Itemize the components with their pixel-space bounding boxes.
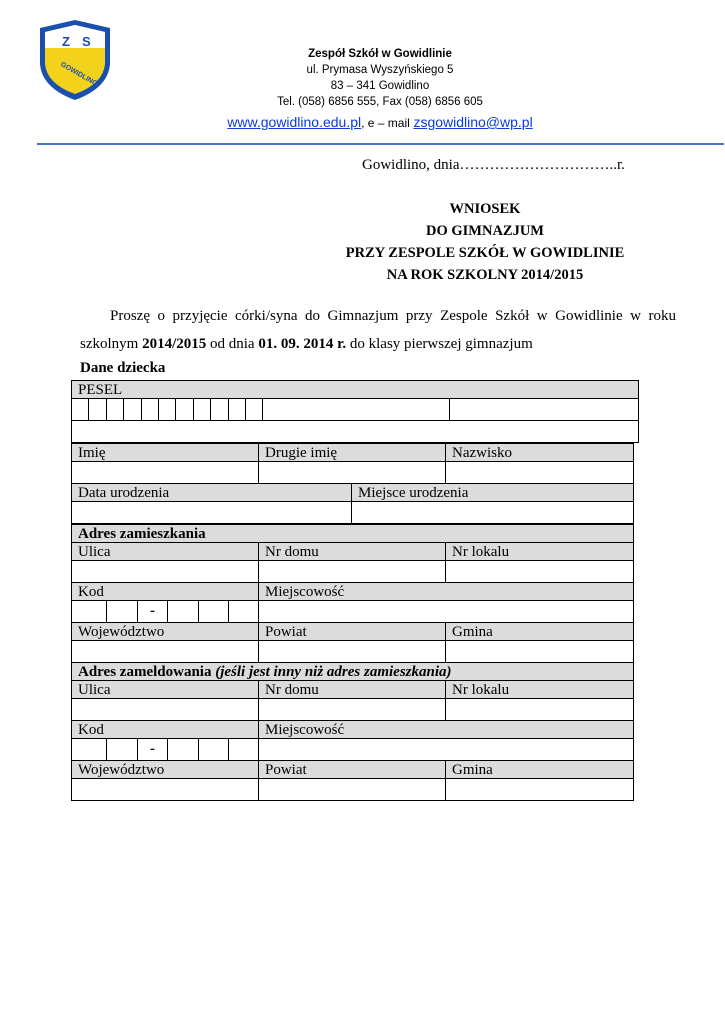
names-table [71,443,634,484]
empty-cell [450,399,639,421]
data-urodzenia-input[interactable] [72,502,352,524]
label-miejscowosc: Miejscowość [259,583,634,601]
address-line2: 83 – 341 Gowidlino [330,80,430,92]
birth-table [71,483,634,524]
pesel-digit-input[interactable] [107,399,124,421]
miejscowosc-input[interactable] [259,601,634,623]
gmina-input[interactable] [446,641,634,663]
miejsce-urodzenia-input[interactable] [352,502,634,524]
kod-digit-input[interactable] [199,739,229,761]
label-miejscowosc: Miejscowość [259,721,634,739]
empty-row [72,421,639,443]
pesel-digit-input[interactable] [159,399,176,421]
section-note: (jeśli jest inny niż adres zamieszkania) [215,663,452,680]
label-ulica: Ulica [72,681,259,699]
pesel-digit-input[interactable] [211,399,229,421]
section-adres-zamieszkania: Adres zamieszkania [72,525,634,543]
label-pesel: PESEL [72,381,639,399]
miejscowosc-input[interactable] [259,739,634,761]
powiat-input[interactable] [259,641,446,663]
website-link[interactable]: www.gowidlino.edu.pl [227,114,362,130]
document-title [160,198,725,286]
nr-lokalu-input[interactable] [446,699,634,721]
kod-dash: - [138,739,168,761]
label-nr-lokalu: Nr lokalu [446,681,634,699]
kod-digit-input[interactable] [229,601,259,623]
nr-lokalu-input[interactable] [446,561,634,583]
label-gmina: Gmina [446,623,634,641]
label-kod: Kod [72,721,259,739]
logo-letter-s: S [82,34,91,49]
label-ulica: Ulica [72,543,259,561]
kod-digit-input[interactable] [199,601,229,623]
title-line2: DO GIMNAZJUM [425,223,544,239]
imie-input[interactable] [72,462,259,484]
child-data-table [71,380,639,443]
school-logo [36,18,114,102]
title-line3: PRZY ZESPOLE SZKÓŁ W GOWIDLINIE [345,245,625,261]
paragraph-line1: Proszę o przyjęcie córki/syna do Gimnazjum przy Zespole Szkół w Gowidlinie w roku [110,308,676,324]
phone-fax: Tel. (058) 6856 555, Fax (058) 6856 605 [277,96,483,108]
powiat-input[interactable] [259,779,446,801]
paragraph-line2: szkolnym 2014/2015 od dnia 01. 09. 2014 r. do klasy pierwszej gimnazjum [80,336,533,352]
label-wojewodztwo: Województwo [72,761,259,779]
gmina-input[interactable] [446,779,634,801]
title-line1: WNIOSEK [449,201,521,217]
school-header [150,46,610,110]
label-powiat: Powiat [259,623,446,641]
pesel-digit-input[interactable] [72,399,89,421]
wojewodztwo-input[interactable] [72,641,259,663]
date-line: Gowidlino, dnia…………………………..r. [362,157,625,173]
kod-dash: - [138,601,168,623]
pesel-digit-input[interactable] [229,399,246,421]
wojewodztwo-input[interactable] [72,779,259,801]
label-powiat: Powiat [259,761,446,779]
pesel-digit-input[interactable] [124,399,142,421]
label-gmina: Gmina [446,761,634,779]
logo-letter-z: Z [62,34,70,49]
section-title: Dane dziecka [80,360,166,376]
pesel-digit-input[interactable] [246,399,263,421]
label-imie: Imię [72,444,259,462]
label-kod: Kod [72,583,259,601]
pesel-digit-input[interactable] [89,399,107,421]
label-nr-domu: Nr domu [259,681,446,699]
nr-domu-input[interactable] [259,561,446,583]
nazwisko-input[interactable] [446,462,634,484]
empty-cell [263,399,450,421]
label-data-urodzenia: Data urodzenia [72,484,352,502]
label-miejsce-urodzenia: Miejsce urodzenia [352,484,634,502]
header-rule [37,143,724,145]
kod-digit-input[interactable] [107,601,138,623]
residence-address-table [71,524,634,663]
label-wojewodztwo: Województwo [72,623,259,641]
address-line1: ul. Prymasa Wyszyńskiego 5 [306,64,454,76]
pesel-digit-input[interactable] [142,399,159,421]
kod-digit-input[interactable] [72,739,107,761]
pesel-digit-input[interactable] [194,399,211,421]
label-nr-lokalu: Nr lokalu [446,543,634,561]
label-nr-domu: Nr domu [259,543,446,561]
kod-digit-input[interactable] [168,601,199,623]
logo-text: GOWIDLINO [59,61,99,88]
pesel-digit-input[interactable] [176,399,194,421]
school-name: Zespół Szkół w Gowidlinie [308,48,452,60]
email-link[interactable]: zsgowidlino@wp.pl [413,114,533,130]
label-drugie-imie: Drugie imię [259,444,446,462]
nr-domu-input[interactable] [259,699,446,721]
section-adres-zameldowania: Adres zameldowania (jeśli jest inny niż adres zamieszkania) [72,663,634,681]
ulica-input[interactable] [72,561,259,583]
email-label: , e – mail [361,116,410,130]
kod-digit-input[interactable] [107,739,138,761]
kod-digit-input[interactable] [168,739,199,761]
kod-digit-input[interactable] [229,739,259,761]
web-links [120,114,640,130]
title-line4: NA ROK SZKOLNY 2014/2015 [386,267,584,283]
label-nazwisko: Nazwisko [446,444,634,462]
registration-address-table [71,662,634,801]
request-paragraph [80,302,676,358]
drugie-imie-input[interactable] [259,462,446,484]
kod-digit-input[interactable] [72,601,107,623]
ulica-input[interactable] [72,699,259,721]
